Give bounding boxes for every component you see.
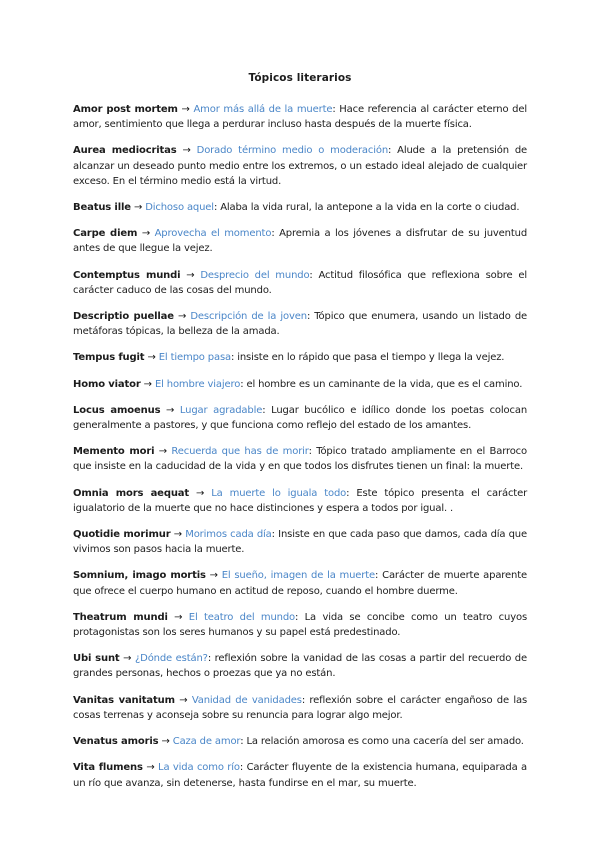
topic-entry: Tempus fugit → El tiempo pasa: insiste en lo rápido que pasa el tiempo y llega la vejez.: [73, 352, 505, 364]
arrow-icon: →: [146, 762, 155, 774]
arrow-icon: →: [147, 352, 156, 364]
topic-entry: Venatus amoris → Caza de amor: La relación amorosa es como una cacería del ser amado.: [73, 736, 524, 748]
topic-entry: Descriptio puellae → Descripción de la joven: Tópico que enumera, usando un listado de metáforas tópicas, la belleza de la amada.: [73, 311, 528, 338]
topic-description: insiste en lo rápido que pasa el tiempo y llega la vejez.: [237, 352, 505, 364]
topic-translation: Dichoso aquel: [145, 202, 214, 214]
topic-description: reflexión sobre el carácter engañoso de las cosas terrenas y aconseja sobre su renuncia para lograr algo mejor.: [73, 694, 528, 721]
topic-description: Insiste en que cada paso que damos, cada día que vivimos son pasos hacia la muerte.: [73, 529, 527, 556]
topic-description: Lugar bucólico e idílico donde los poetas colocan generalmente a pastores, y que funciona como reflejo del estado de los amantes.: [73, 404, 528, 432]
topic-term: Memento mori: [73, 446, 155, 458]
topic-term: Tempus fugit: [73, 352, 145, 364]
topic-entry: Contemptus mundi → Desprecio del mundo: Actitud filosófica que reflexiona sobre el carácter caduco de las cosas del mundo.: [73, 269, 528, 296]
arrow-icon: →: [186, 269, 195, 281]
arrow-icon: →: [123, 653, 132, 665]
topic-term: Vita flumens: [73, 762, 143, 774]
topic-translation: Desprecio del mundo: [200, 269, 310, 281]
arrow-icon: →: [209, 570, 218, 582]
arrow-icon: →: [196, 487, 205, 499]
arrow-icon: →: [166, 404, 175, 416]
topic-term: Theatrum mundi: [73, 611, 168, 623]
topic-translation: El sueño, imagen de la muerte: [221, 570, 376, 582]
topic-translation: Lugar agradable: [179, 404, 263, 416]
topic-entry: Beatus ille → Dichoso aquel: Alaba la vida rural, la antepone a la vida en la corte o ciudad.: [73, 202, 520, 214]
topic-entry: Homo viator → El hombre viajero: el hombre es un caminante de la vida, que es el camino.: [73, 378, 523, 390]
topic-translation: Dorado término medio o moderación: [196, 145, 389, 157]
topic-term: Quotidie morimur: [73, 529, 171, 541]
topic-term: Omnia mors aequat: [73, 487, 190, 499]
topic-translation: Aprovecha el momento: [154, 228, 272, 240]
topic-description: Alaba la vida rural, la antepone a la vida en la corte o ciudad.: [220, 202, 520, 214]
arrow-icon: →: [158, 446, 168, 458]
topic-translation: El hombre viajero: [154, 378, 241, 390]
arrow-icon: →: [161, 736, 170, 748]
topic-term: Somnium, imago mortis: [73, 570, 206, 582]
arrow-icon: →: [174, 611, 183, 623]
topic-description: La vida se concibe como un teatro cuyos protagonistas son los seres humanos y su papel está predestinado.: [73, 611, 528, 639]
topic-translation: Amor más allá de la muerte: [193, 104, 333, 115]
topic-term: Locus amoenus: [73, 404, 161, 416]
topic-term: Amor post mortem: [73, 104, 178, 115]
topic-description: Hace referencia al carácter eterno del amor, sentimiento que llega a perdurar incluso hasta después de la muerte física.: [73, 104, 527, 131]
topic-translation: Caza de amor: [172, 736, 241, 748]
topic-translation: ¿Dónde están?: [135, 653, 208, 665]
arrow-icon: →: [182, 145, 191, 157]
topic-description: Este tópico presenta el carácter igualatorio de la muerte que no hace distinciones y espera a todos por igual. .: [73, 487, 528, 514]
topic-term: Vanitas vanitatum: [73, 694, 175, 706]
topic-term: Carpe diem: [73, 228, 138, 240]
topic-description: Alude a la pretensión de alcanzar un deseado punto medio entre los extremos, o un estado ideal alejado de cualquier exceso. En el término medio está la virtud.: [73, 145, 528, 187]
arrow-icon: →: [178, 311, 187, 323]
topic-entry: Quotidie morimur → Morimos cada día: Insiste en que cada paso que damos, cada día que vivimos son pasos hacia la muerte.: [73, 529, 527, 556]
topic-translation: Vanidad de vanidades: [191, 694, 302, 706]
topic-term: Descriptio puellae: [73, 311, 174, 323]
topic-term: Contemptus mundi: [73, 269, 181, 281]
arrow-icon: →: [173, 529, 182, 541]
topic-term: Venatus amoris: [73, 736, 159, 748]
topic-entry: Ubi sunt → ¿Dónde están?: reflexión sobre la vanidad de las cosas a partir del recuerdo de grandes personas, hechos o proezas que ya no están.: [73, 653, 528, 680]
topic-translation: El tiempo pasa: [158, 352, 231, 364]
topic-description: el hombre es un caminante de la vida, que es el camino.: [246, 378, 523, 390]
topic-translation: Recuerda que has de morir: [171, 446, 309, 458]
arrow-icon: →: [181, 104, 190, 115]
topic-description: Tópico que enumera, usando un listado de metáforas tópicas, la belleza de la amada.: [73, 311, 528, 338]
topic-entry: Carpe diem → Aprovecha el momento: Apremia a los jóvenes a disfrutar de su juventud antes de que llegue la vejez.: [73, 228, 528, 255]
arrow-icon: →: [141, 228, 151, 240]
topic-description: reflexión sobre la vanidad de las cosas a partir del recuerdo de grandes personas, hechos o proezas que ya no están.: [73, 653, 528, 680]
arrow-icon: →: [143, 378, 152, 390]
topic-term: Ubi sunt: [73, 653, 120, 665]
document-title: Tópicos literarios: [248, 72, 352, 84]
topic-term: Beatus ille: [73, 202, 131, 214]
topic-entry: Vita flumens → La vida como río: Carácter fluyente de la existencia humana, equiparada a un río que avanza, sin detenerse, hasta fundirse en el mar, su muerte.: [73, 762, 528, 789]
topic-entry: Vanitas vanitatum → Vanidad de vanidades: reflexión sobre el carácter engañoso de las cosas terrenas y aconseja sobre su renuncia para lograr algo mejor.: [73, 694, 528, 721]
topic-term: Homo viator: [73, 378, 141, 390]
topic-entry: Aurea mediocritas → Dorado término medio o moderación: Alude a la pretensión de alcanzar un deseado punto medio entre los extremos, o un estado ideal alejado de cualquier exceso. En el término medio está la virtud.: [73, 145, 528, 187]
topic-entry: Memento mori → Recuerda que has de morir: Tópico tratado ampliamente en el Barroco que insiste en la caducidad de la vida y en que todos los disfrutes tienen un final: la muerte.: [73, 446, 527, 473]
arrow-icon: →: [133, 202, 143, 214]
topic-translation: Morimos cada día: [185, 529, 272, 541]
topic-translation: La vida como río: [158, 762, 240, 774]
topic-entry: Locus amoenus → Lugar agradable: Lugar bucólico e idílico donde los poetas colocan generalmente a pastores, y que funciona como reflejo del estado de los amantes.: [73, 404, 528, 432]
topic-description: La relación amorosa es como una cacería del ser amado.: [246, 736, 524, 748]
arrow-icon: →: [179, 694, 188, 706]
topic-description: Actitud filosófica que reflexiona sobre el carácter caduco de las cosas del mundo.: [73, 269, 528, 296]
topic-description: Tópico tratado ampliamente en el Barroco que insiste en la caducidad de la vida y en que todos los disfrutes tienen un final: la muerte.: [73, 446, 527, 473]
topic-translation: La muerte lo iguala todo: [211, 487, 347, 499]
topic-description: Carácter fluyente de la existencia humana, equiparada a un río que avanza, sin detenerse, hasta fundirse en el mar, su muerte.: [73, 762, 528, 789]
entry-list: [73, 102, 527, 791]
topic-entry: Theatrum mundi → El teatro del mundo: La vida se concibe como un teatro cuyos protagonistas son los seres humanos y su papel está predestinado.: [73, 611, 528, 639]
topic-description: Apremia a los jóvenes a disfrutar de su juventud antes de que llegue la vejez.: [73, 228, 528, 255]
topic-entry: Somnium, imago mortis → El sueño, imagen de la muerte: Carácter de muerte aparente que ofrece el cuerpo humano en actitud de reposo, cuando el hombre duerme.: [73, 570, 528, 597]
topic-term: Aurea mediocritas: [73, 145, 177, 157]
topic-entry: Amor post mortem → Amor más allá de la muerte: Hace referencia al carácter eterno del amor, sentimiento que llega a perdurar incluso hasta después de la muerte física.: [73, 104, 527, 131]
topic-translation: Descripción de la joven: [190, 311, 307, 323]
topic-translation: El teatro del mundo: [188, 611, 295, 623]
topic-entry: Omnia mors aequat → La muerte lo iguala todo: Este tópico presenta el carácter igualatorio de la muerte que no hace distinciones y espera a todos por igual. .: [73, 487, 528, 514]
topic-description: Carácter de muerte aparente que ofrece el cuerpo humano en actitud de reposo, cuando el hombre duerme.: [73, 570, 528, 597]
